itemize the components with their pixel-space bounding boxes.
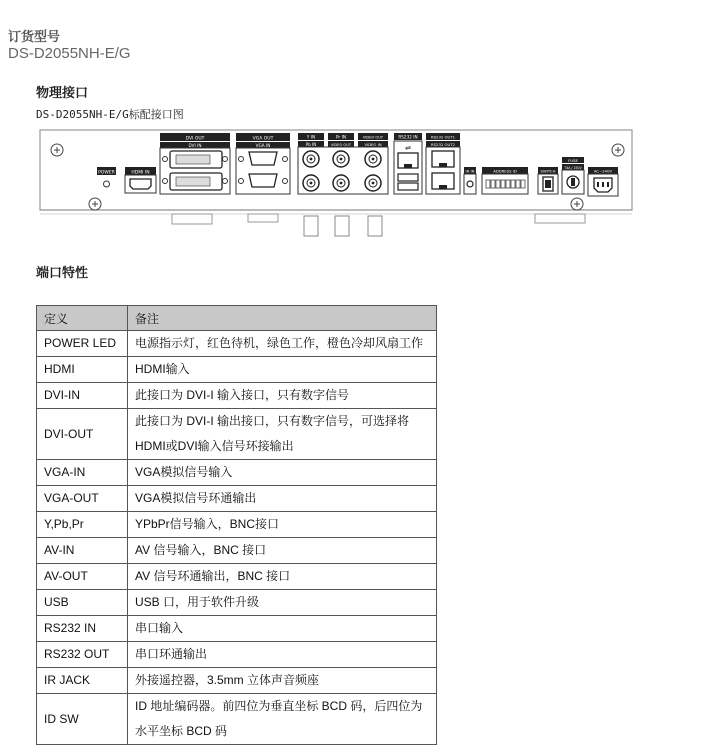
bnc-port-icon	[365, 151, 381, 167]
rj45-port-icon	[398, 153, 418, 168]
port-note: AV 信号环通输出，BNC 接口	[128, 564, 437, 590]
dvi-port-icon	[163, 151, 228, 168]
screw-icon	[89, 198, 101, 210]
port-note: 此接口为 DVI-I 输入接口，只有数字信号	[128, 383, 437, 409]
port-note: 外接遥控器，3.5mm 立体声音频座	[128, 668, 437, 694]
panel-label-video-out-a: VIDEO OUT	[330, 143, 352, 147]
panel-label-pr-in: Pr IN	[335, 135, 347, 141]
order-label: 订货型号	[8, 30, 61, 45]
rear-panel-diagram	[36, 124, 636, 239]
port-note: VGA模拟信号环通输出	[128, 486, 437, 512]
panel-label-rs232-in: RS232 IN	[398, 134, 418, 140]
table-row	[37, 486, 437, 512]
table-row	[37, 590, 437, 616]
screw-icon	[571, 198, 583, 210]
port-features-table	[36, 305, 437, 745]
hdmi-port-icon	[130, 179, 151, 189]
table-row	[37, 694, 437, 745]
port-note: VGA模拟信号输入	[128, 460, 437, 486]
table-row	[37, 383, 437, 409]
panel-label-pb-in: Pb IN	[305, 142, 317, 147]
port-note-line: HDMI或DVI输入信号环接输出	[135, 439, 294, 453]
port-name: DVI-IN	[37, 383, 128, 409]
panel-label-dvi-out: DVI OUT	[185, 136, 205, 142]
panel-label-fuse: FUSE	[568, 157, 578, 163]
features-heading: 端口特性	[36, 266, 89, 281]
table-row	[37, 616, 437, 642]
port-note: 串口环通输出	[128, 642, 437, 668]
port-note	[128, 694, 437, 745]
panel-label-y-in: Y IN	[306, 135, 316, 141]
port-note-line: ID 地址编码器。前四位为垂直坐标 BCD 码，后四位为	[135, 699, 423, 713]
port-name: VGA-IN	[37, 460, 128, 486]
interfaces-heading: 物理接口	[36, 86, 89, 101]
panel-label-fuse-rating: T4A / 250V	[564, 165, 582, 170]
ir-jack-icon	[467, 181, 473, 187]
panel-label-ac: AC~240V	[593, 168, 613, 174]
port-note: 串口输入	[128, 616, 437, 642]
port-note-line: 水平坐标 BCD 码	[135, 724, 228, 738]
panel-label-video-out: VIDEO OUT	[362, 135, 384, 140]
panel-label-ir-in: IR IN	[465, 168, 475, 174]
port-name: AV-OUT	[37, 564, 128, 590]
table-row	[37, 460, 437, 486]
rj45-port-icon	[432, 173, 454, 189]
panel-label-rs232-out2: RS232 OUT2	[430, 142, 456, 147]
power-switch-icon	[543, 177, 553, 191]
table-row	[37, 642, 437, 668]
table-row	[37, 512, 437, 538]
bnc-port-icon	[303, 175, 319, 191]
port-name: RS232 OUT	[37, 642, 128, 668]
port-note: YPbPr信号输入，BNC接口	[128, 512, 437, 538]
port-note: HDMI输入	[128, 357, 437, 383]
bnc-port-icon	[333, 151, 349, 167]
model-number: DS-D2055NH-E/G	[8, 45, 131, 62]
bnc-port-icon	[365, 175, 381, 191]
panel-label-vga-out: VGA OUT	[252, 136, 274, 142]
fuse-icon	[567, 176, 579, 188]
port-name: ID SW	[37, 694, 128, 745]
port-note: AV 信号输入，BNC 接口	[128, 538, 437, 564]
header-definition: 定义	[37, 306, 128, 331]
port-name: USB	[37, 590, 128, 616]
panel-label-rs232-out1: RS232 OUT1	[430, 134, 456, 140]
panel-label-video-in: VIDEO IN	[364, 142, 382, 147]
ac-socket-icon	[594, 178, 612, 192]
panel-label-address-id: ADDRESS ID	[493, 168, 517, 174]
table-row	[37, 538, 437, 564]
header-remark: 备注	[128, 306, 437, 331]
usb-icon: ⇌	[405, 144, 411, 152]
port-name: Y,Pb,Pr	[37, 512, 128, 538]
port-note: USB 口，用于软件升级	[128, 590, 437, 616]
power-led	[104, 181, 110, 187]
bnc-port-icon	[303, 151, 319, 167]
panel-label-power: POWER	[98, 170, 115, 176]
dvi-port-icon	[163, 173, 228, 190]
table-row	[37, 668, 437, 694]
screw-icon	[612, 144, 624, 156]
port-note-line: 此接口为 DVI-I 输出接口，只有数字信号，可选择将	[135, 414, 410, 428]
panel-label-vga-in: VGA IN	[255, 143, 271, 148]
bnc-port-icon	[333, 175, 349, 191]
port-name: AV-IN	[37, 538, 128, 564]
port-note: 电源指示灯，红色待机，绿色工作，橙色冷却风扇工作	[128, 331, 437, 357]
panel-label-hdmi: HDMI IN	[131, 170, 150, 176]
table-row	[37, 564, 437, 590]
port-name: DVI-OUT	[37, 409, 128, 460]
table-row	[37, 357, 437, 383]
port-note	[128, 409, 437, 460]
port-name: VGA-OUT	[37, 486, 128, 512]
diagram-caption: DS-D2055NH-E/G标配接口图	[36, 108, 184, 121]
panel-label-dvi-in: DVI IN	[188, 143, 202, 148]
screw-icon	[51, 144, 63, 156]
panel-label-switch: SWITCH	[540, 168, 556, 174]
port-name: POWER LED	[37, 331, 128, 357]
port-name: IR JACK	[37, 668, 128, 694]
table-row	[37, 331, 437, 357]
port-name: HDMI	[37, 357, 128, 383]
rj45-port-icon	[432, 151, 454, 167]
table-header-row	[37, 306, 437, 331]
port-name: RS232 IN	[37, 616, 128, 642]
table-row	[37, 409, 437, 460]
